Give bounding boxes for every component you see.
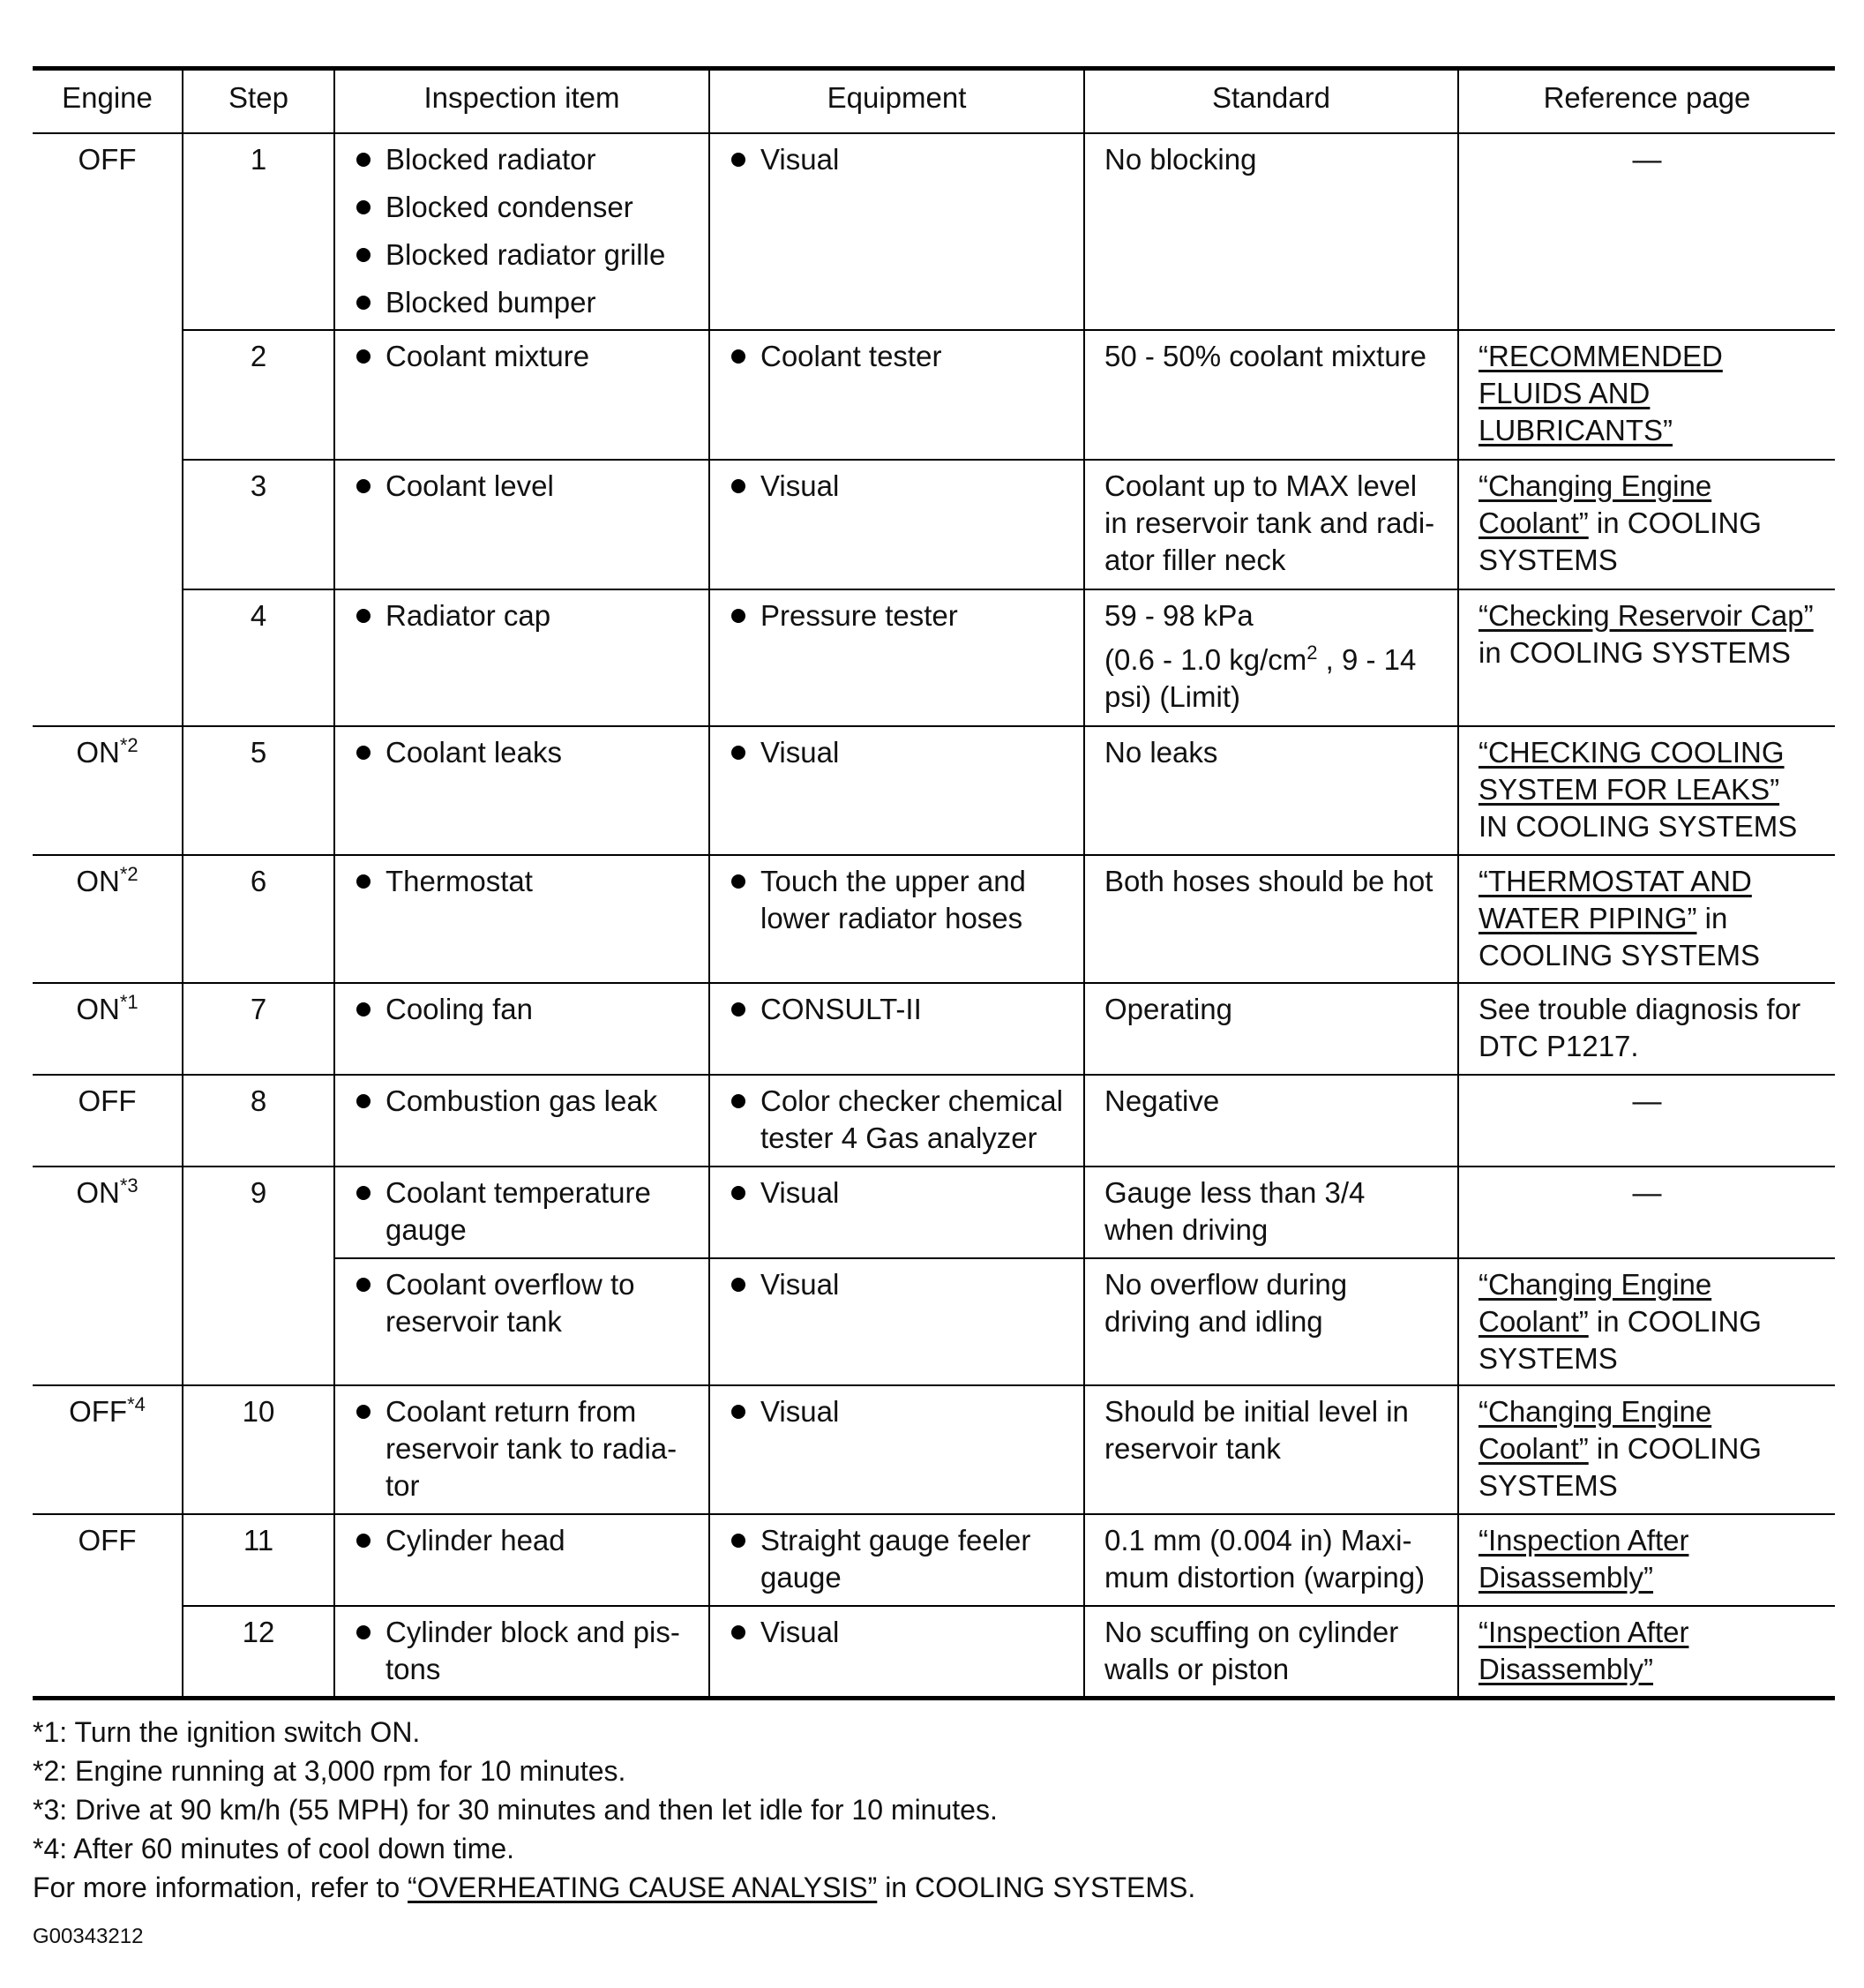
standard-cell: No overflow during driving and idling	[1084, 1258, 1458, 1385]
inspection-item-cell	[334, 726, 709, 855]
reference-link[interactable]: “Changing Engine Coolant”	[1478, 1395, 1712, 1465]
engine-cell	[33, 1385, 183, 1514]
equipment-cell	[709, 589, 1084, 726]
equipment-item: Visual	[730, 468, 1064, 505]
table-row	[33, 1606, 1835, 1698]
engine-state: ON	[76, 865, 120, 897]
reference-cell	[1458, 460, 1835, 589]
reference-cell: —	[1458, 1075, 1835, 1167]
engine-state: OFF	[78, 143, 137, 176]
equipment-cell	[709, 330, 1084, 460]
equipment-cell	[709, 1258, 1084, 1385]
superscript: 2	[1306, 641, 1318, 664]
standard-cell: Both hoses should be hot	[1084, 855, 1458, 983]
engine-cell	[33, 855, 183, 983]
table-row	[33, 1514, 1835, 1606]
engine-state: ON	[76, 993, 120, 1025]
inspection-item: Cylinder block and pis-tons	[355, 1614, 689, 1688]
header-reference-page: Reference page	[1458, 69, 1835, 134]
engine-cell	[33, 1606, 183, 1698]
engine-cell	[33, 589, 183, 726]
engine-cell	[33, 330, 183, 460]
equipment-cell	[709, 460, 1084, 589]
reference-link[interactable]: “Changing Engine Coolant”	[1478, 469, 1712, 539]
inspection-item: Coolant temperature gauge	[355, 1174, 689, 1249]
engine-cell	[33, 460, 183, 589]
table-row	[33, 1385, 1835, 1514]
inspection-item: Blocked radiator	[355, 141, 689, 178]
reference-link[interactable]: “Inspection After Disassembly”	[1478, 1524, 1689, 1594]
reference-cell: —	[1458, 1167, 1835, 1258]
step-cell: 7	[183, 983, 334, 1075]
equipment-item: Visual	[730, 1266, 1064, 1303]
engine-cell	[33, 983, 183, 1075]
step-cell: 12	[183, 1606, 334, 1698]
standard-cell: No blocking	[1084, 133, 1458, 330]
reference-cell	[1458, 1514, 1835, 1606]
table-row	[33, 460, 1835, 589]
equipment-cell	[709, 983, 1084, 1075]
standard-cell: No leaks	[1084, 726, 1458, 855]
engine-cell	[33, 726, 183, 855]
inspection-item-cell	[334, 133, 709, 330]
reference-link[interactable]: “THERMOSTAT AND WATER PIPING”	[1478, 865, 1752, 934]
header-inspection-item: Inspection item	[334, 69, 709, 134]
more-info-suffix: in COOLING SYSTEMS.	[877, 1871, 1196, 1903]
reference-suffix: in COOLING SYSTEMS	[1478, 902, 1761, 971]
figure-code: G00343212	[33, 1924, 144, 1948]
table-row	[33, 1075, 1835, 1167]
standard-cell: No scuffing on cylinder walls or piston	[1084, 1606, 1458, 1698]
equipment-cell	[709, 1075, 1084, 1167]
equipment-item: Coolant tester	[730, 338, 1064, 375]
reference-cell	[1458, 1258, 1835, 1385]
equipment-cell	[709, 1514, 1084, 1606]
equipment-item: Visual	[730, 1174, 1064, 1212]
reference-cell	[1458, 1385, 1835, 1514]
equipment-item: Straight gauge feeler gauge	[730, 1522, 1064, 1596]
inspection-item-cell	[334, 1075, 709, 1167]
inspection-item: Radiator cap	[355, 597, 689, 634]
footnote-marker: *1	[119, 991, 138, 1013]
equipment-item: Visual	[730, 734, 1064, 771]
standard-cell: Gauge less than 3/4 when driving	[1084, 1167, 1458, 1258]
reference-cell	[1458, 330, 1835, 460]
standard-cell: Should be initial level in reservoir tank	[1084, 1385, 1458, 1514]
footnote-marker: *2	[119, 863, 138, 885]
inspection-item-cell	[334, 460, 709, 589]
equipment-item: CONSULT-II	[730, 991, 1064, 1028]
inspection-item: Cooling fan	[355, 991, 689, 1028]
inspection-item-cell	[334, 1514, 709, 1606]
standard-cell: Negative	[1084, 1075, 1458, 1167]
footnote-marker: *4	[127, 1393, 146, 1415]
inspection-table	[33, 66, 1835, 1700]
standard-cell: 0.1 mm (0.004 in) Maxi-mum distortion (warping)	[1084, 1514, 1458, 1606]
inspection-document	[33, 66, 1835, 1949]
equipment-item: Touch the upper and lower radiator hoses	[730, 863, 1064, 937]
reference-link[interactable]: “RECOMMENDED FLUIDS AND LUBRICANTS”	[1478, 340, 1723, 446]
header-standard: Standard	[1084, 69, 1458, 134]
header-step: Step	[183, 69, 334, 134]
step-cell: 5	[183, 726, 334, 855]
inspection-item-cell	[334, 1167, 709, 1258]
inspection-item-cell	[334, 1385, 709, 1514]
reference-suffix: in COOLING SYSTEMS	[1478, 1432, 1762, 1502]
engine-cell	[33, 133, 183, 330]
table-row	[33, 1167, 1835, 1258]
engine-cell: OFF	[33, 1075, 183, 1167]
table-header-row	[33, 69, 1835, 134]
table-row	[33, 330, 1835, 460]
reference-cell: See trouble diagnosis for DTC P1217.	[1458, 983, 1835, 1075]
inspection-item-cell	[334, 330, 709, 460]
reference-cell	[1458, 1606, 1835, 1698]
equipment-item: Color checker chemical tester 4 Gas analyzer	[730, 1083, 1064, 1157]
inspection-item-cell	[334, 855, 709, 983]
reference-cell	[1458, 589, 1835, 726]
inspection-item: Coolant level	[355, 468, 689, 505]
reference-link[interactable]: “Changing Engine Coolant”	[1478, 1268, 1712, 1338]
step-cell	[183, 1258, 334, 1385]
standard-line: , 9 - 14 psi) (Limit)	[1104, 643, 1417, 713]
table-row	[33, 1258, 1835, 1385]
standard-cell: Coolant up to MAX level in reservoir tank and radi-ator filler neck	[1084, 460, 1458, 589]
inspection-item-cell	[334, 1258, 709, 1385]
reference-cell: —	[1458, 133, 1835, 330]
step-cell: 4	[183, 589, 334, 726]
equipment-cell	[709, 1606, 1084, 1698]
reference-suffix: IN COOLING SYSTEMS	[1478, 810, 1798, 843]
equipment-cell	[709, 855, 1084, 983]
reference-suffix: in COOLING SYSTEMS	[1478, 506, 1762, 576]
table-row	[33, 855, 1835, 983]
step-cell: 8	[183, 1075, 334, 1167]
engine-cell	[33, 1258, 183, 1385]
footnote-marker: *3	[119, 1174, 138, 1197]
engine-state: ON	[76, 736, 120, 769]
reference-link[interactable]: “Checking Reservoir Cap”	[1478, 599, 1814, 632]
reference-cell	[1458, 726, 1835, 855]
inspection-item: Blocked bumper	[355, 284, 689, 321]
standard-line: 59 - 98 kPa	[1104, 599, 1254, 632]
inspection-item: Coolant return from reservoir tank to radia-tor	[355, 1393, 689, 1504]
table-row	[33, 726, 1835, 855]
inspection-item: Coolant leaks	[355, 734, 689, 771]
overheating-analysis-link[interactable]: “OVERHEATING CAUSE ANALYSIS”	[408, 1871, 878, 1903]
equipment-item: Pressure tester	[730, 597, 1064, 634]
inspection-item: Blocked radiator grille	[355, 236, 689, 274]
engine-cell	[33, 1167, 183, 1258]
equipment-cell	[709, 133, 1084, 330]
step-cell: 9	[183, 1167, 334, 1258]
equipment-item: Visual	[730, 1614, 1064, 1651]
reference-cell	[1458, 855, 1835, 983]
reference-suffix: in COOLING SYSTEMS	[1478, 636, 1791, 669]
equipment-cell	[709, 1385, 1084, 1514]
step-cell: 2	[183, 330, 334, 460]
standard-line: (0.6 - 1.0 kg/cm	[1104, 643, 1307, 676]
footnote: *1: Turn the ignition switch ON.	[33, 1715, 421, 1748]
inspection-item: Cylinder head	[355, 1522, 689, 1559]
reference-link[interactable]: “CHECKING COOLING SYSTEM FOR LEAKS”	[1478, 736, 1785, 806]
more-info-prefix: For more information, refer to	[33, 1871, 408, 1903]
equipment-item: Visual	[730, 1393, 1064, 1430]
inspection-item: Thermostat	[355, 863, 689, 900]
more-info-line	[33, 1868, 1835, 1907]
step-cell: 3	[183, 460, 334, 589]
table-row	[33, 589, 1835, 726]
inspection-item-cell	[334, 983, 709, 1075]
engine-state: ON	[76, 1176, 120, 1209]
equipment-item: Visual	[730, 141, 1064, 178]
reference-suffix: in COOLING SYSTEMS	[1478, 1305, 1762, 1375]
step-cell: 1	[183, 133, 334, 330]
step-cell: 6	[183, 855, 334, 983]
footnote-marker: *2	[119, 734, 138, 756]
engine-cell: OFF	[33, 1514, 183, 1606]
table-row	[33, 983, 1835, 1075]
inspection-item-cell	[334, 1606, 709, 1698]
inspection-item: Coolant mixture	[355, 338, 689, 375]
step-cell: 11	[183, 1514, 334, 1606]
engine-state: OFF	[69, 1395, 128, 1428]
step-cell: 10	[183, 1385, 334, 1514]
reference-link[interactable]: “Inspection After Disassembly”	[1478, 1616, 1689, 1685]
table-row	[33, 133, 1835, 330]
footnote: *4: After 60 minutes of cool down time.	[33, 1832, 515, 1864]
footnotes	[33, 1713, 1835, 1907]
equipment-cell	[709, 1167, 1084, 1258]
inspection-item: Blocked condenser	[355, 189, 689, 226]
footnote: *3: Drive at 90 km/h (55 MPH) for 30 minutes and then let idle for 10 minutes.	[33, 1793, 998, 1826]
inspection-item: Combustion gas leak	[355, 1083, 689, 1120]
standard-cell: Operating	[1084, 983, 1458, 1075]
inspection-item: Coolant overflow to reservoir tank	[355, 1266, 689, 1340]
header-equipment: Equipment	[709, 69, 1084, 134]
header-engine: Engine	[33, 69, 183, 134]
standard-cell: 50 - 50% coolant mixture	[1084, 330, 1458, 460]
equipment-cell	[709, 726, 1084, 855]
inspection-item-cell	[334, 589, 709, 726]
footnote: *2: Engine running at 3,000 rpm for 10 minutes.	[33, 1754, 626, 1787]
standard-cell	[1084, 589, 1458, 726]
